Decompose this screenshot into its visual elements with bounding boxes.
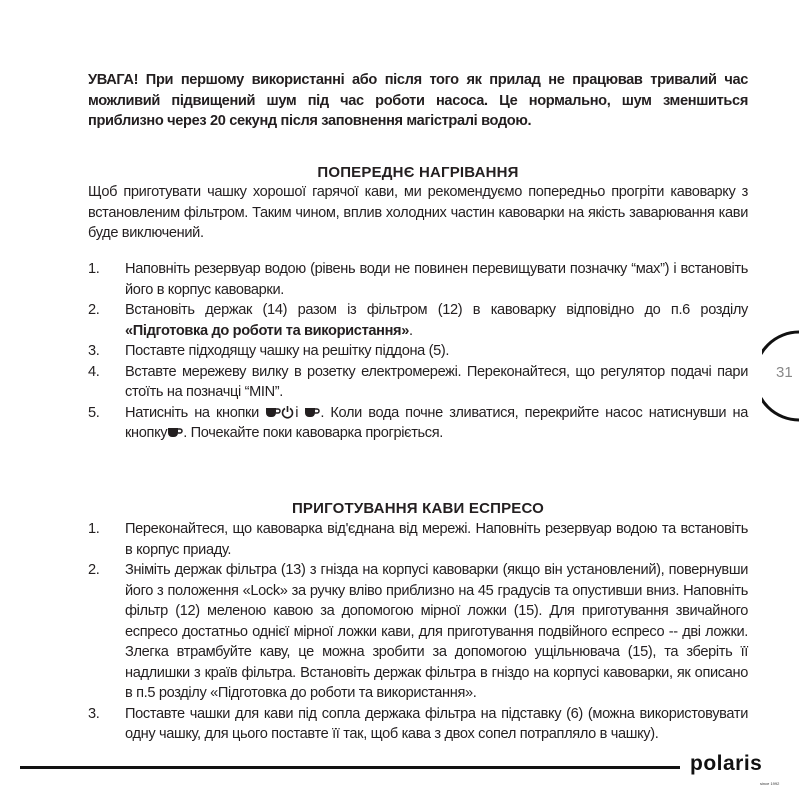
section-title-preheat: ПОПЕРЕДНЄ НАГРІВАННЯ: [317, 164, 519, 181]
warning-paragraph: УВАГА! При першому використанні або після того як прилад не працював тривалий час можливий підвищений шум під час роботи насоса. Це нормально, шум зменшиться приблизно через 20 секунд після заповнення магістралі водою.: [88, 72, 748, 129]
step-text: Зніміть держак фільтра (13) з гнізда на корпусі кавоварки (якщо він установлений), повернувши його з положення «Lock» за ручку вліво приблизно на 45 градусів та опустивши вниз. Наповніть фільтр (12) меленою кавою за допомогою мірної ложки (15). Для приготування звичайного еспресо достатньо однієї мірної ложки кави, для приготування подвійного еспресо -- дві ложки. Злегка втрамбуйте каву, це можна зробити за допомогою ущільнювача (15), та зберіть її надлишки з країв фільтра. Встановіть держак фільтра в гніздо на корпусі кавоварки, як описано в п.5 розділу «Підготовка до роботи та використання».: [125, 562, 748, 701]
step-text: Вставте мережеву вилку в розетку електромережі. Переконайтеся, що регулятор подачі пари стоїть на позначці “MIN”.: [125, 363, 748, 400]
list-item: [88, 362, 748, 403]
step-text: . Почекайте поки кавоварка прогріється.: [183, 425, 443, 441]
preheat-steps: [88, 259, 748, 444]
preheat-intro: Щоб приготувати чашку хорошої гарячої кави, ми рекомендуємо попередньо прогріти кавоварку з встановленим фільтром. Таким чином, вплив холодних частин кавоварки на якість заварювання кави буде виключений.: [88, 184, 748, 241]
list-item: [88, 704, 748, 745]
cup-icon: [167, 425, 183, 439]
step-number: 5.: [88, 404, 100, 421]
list-item: [88, 560, 748, 704]
list-item: [88, 300, 748, 341]
cup-icon: [304, 405, 320, 419]
list-item: [88, 403, 748, 444]
step-text: Поставте підходящу чашку на решітку піддона (5).: [125, 343, 450, 359]
list-item: [88, 259, 748, 300]
step-number: 1.: [88, 261, 100, 277]
cup-power-icon: [265, 405, 295, 419]
step-number: 3.: [88, 343, 100, 359]
step-number: 4.: [88, 363, 100, 380]
step-text: Поставте чашки для кави під сопла держака фільтра на підставку (6) (можна використовувати одну чашку, для цього поставте її так, щоб кава з двох сопел потрапляло в чашку).: [125, 705, 748, 742]
step-number: 1.: [88, 521, 100, 537]
step-text: Встановіть держак (14) разом із фільтром (12) в кавоварку відповідно до п.6 розділу: [125, 302, 748, 318]
step-text: Переконайтеся, що кавоварка від'єднана від мережі. Наповніть резервуар водою та встановіть в корпус приаду.: [125, 521, 748, 558]
step-number: 2.: [88, 562, 100, 578]
espresso-steps: [88, 519, 748, 745]
section-title-espresso: ПРИГОТУВАННЯ КАВИ ЕСПРЕСО: [291, 500, 545, 517]
page-number: 31: [776, 364, 793, 381]
brand-logo: polaris: [690, 752, 763, 775]
section-reference: «Підготовка до роботи та використання»: [125, 322, 409, 339]
step-text: .: [409, 322, 413, 339]
step-text: і: [295, 404, 305, 421]
step-text: . Коли вода почне зливатися, перекрийте насос натиснувши на кнопку: [125, 404, 748, 441]
list-item: [88, 341, 748, 362]
step-number: 3.: [88, 705, 100, 722]
footer-rule: [20, 766, 680, 769]
step-number: 2.: [88, 302, 100, 318]
list-item: [88, 519, 748, 560]
step-text: Натисніть на кнопки: [125, 404, 266, 421]
brand-since: since 1992: [760, 781, 780, 786]
step-text: Наповніть резервуар водою (рівень води не повинен перевищувати позначку “мах”) і встановіть його в корпус кавоварки.: [125, 261, 748, 298]
